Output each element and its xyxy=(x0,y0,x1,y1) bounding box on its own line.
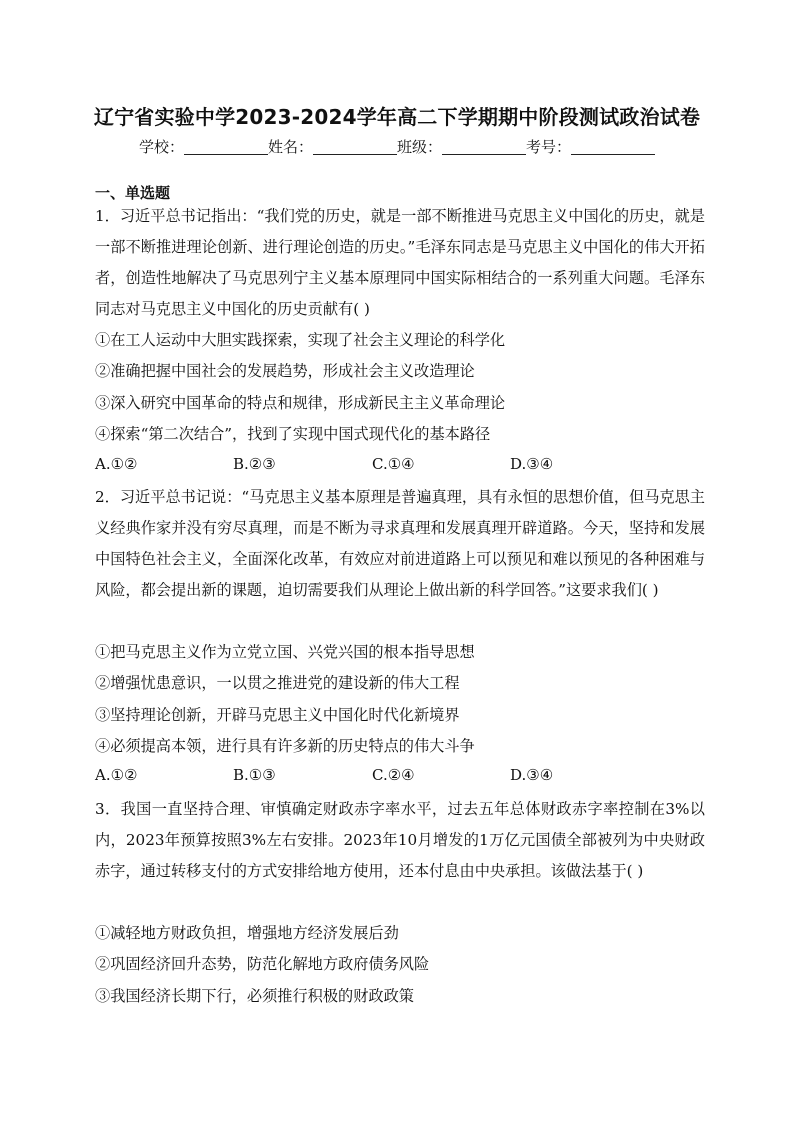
page-title: 辽宁省实验中学2023-2024学年高二下学期期中阶段测试政治试卷 xyxy=(93,105,701,129)
class-blank[interactable] xyxy=(442,140,526,155)
name-blank[interactable] xyxy=(313,140,397,155)
question-1 xyxy=(95,201,705,325)
name-label: 姓名： xyxy=(267,138,313,156)
question-2-choice-a[interactable]: A.①② xyxy=(95,766,138,784)
school-label: 学校： xyxy=(138,138,184,156)
question-2-option-2: ②增强忧患意识，一以贯之推进党的建设新的伟大工程 xyxy=(95,674,460,692)
question-3-stem: 3．我国一直坚持合理、审慎确定财政赤字率水平，过去五年总体财政赤字率控制在3%以内，2023年预算按照3%左右安排。2023年10月增发的1万亿元国债全部被列为中央财政赤字，通过转移支付的方式安排给地方使用，还本付息由中央承担。该做法基于( ) xyxy=(95,800,705,880)
number-label: 考号： xyxy=(526,138,572,156)
question-1-choice-b[interactable]: B.②③ xyxy=(233,455,276,473)
question-2 xyxy=(95,482,705,606)
question-1-option-4: ④探索“第二次结合”，找到了实现中国式现代化的基本路径 xyxy=(95,425,491,443)
student-info-line xyxy=(0,136,794,157)
school-blank[interactable] xyxy=(184,140,268,155)
question-2-choice-c[interactable]: C.②④ xyxy=(372,766,415,784)
class-label: 班级： xyxy=(397,138,443,156)
question-3-option-2: ②巩固经济回升态势，防范化解地方政府债务风险 xyxy=(95,955,430,973)
question-2-option-1: ①把马克思主义作为立党立国、兴党兴国的根本指导思想 xyxy=(95,643,475,661)
question-1-choice-d[interactable]: D.③④ xyxy=(510,455,554,473)
question-3 xyxy=(95,794,705,887)
question-1-choice-c[interactable]: C.①④ xyxy=(372,455,415,473)
number-blank[interactable] xyxy=(571,140,655,155)
question-1-option-2: ②准确把握中国社会的发展趋势，形成社会主义改造理论 xyxy=(95,362,475,380)
question-3-option-1: ①减轻地方财政负担，增强地方经济发展后劲 xyxy=(95,924,399,942)
question-1-option-3: ③深入研究中国革命的特点和规律，形成新民主主义革命理论 xyxy=(95,394,506,412)
question-2-choice-b[interactable]: B.①③ xyxy=(233,766,276,784)
section-heading: 一、单选题 xyxy=(95,184,171,202)
question-2-option-4: ④必须提高本领，进行具有许多新的历史特点的伟大斗争 xyxy=(95,737,475,755)
question-2-stem: 2．习近平总书记说：“马克思主义基本原理是普遍真理，具有永恒的思想价值，但马克思主义经典作家并没有穷尽真理，而是不断为寻求真理和发展真理开辟道路。今天，坚持和发展中国特色社会主义，全面深化改革，有效应对前进道路上可以预见和难以预见的各种困难与风险，都会提出新的课题，迫切需要我们从理论上做出新的科学回答。”这要求我们( ) xyxy=(95,488,705,599)
question-2-choice-d[interactable]: D.③④ xyxy=(510,766,554,784)
question-1-stem: 1．习近平总书记指出：“我们党的历史，就是一部不断推进马克思主义中国化的历史，就是一部不断推进理论创新、进行理论创造的历史。”毛泽东同志是马克思主义中国化的伟大开拓者，创造性地解决了马克思列宁主义基本原理同中国实际相结合的一系列重大问题。毛泽东同志对马克思主义中国化的历史贡献有( ) xyxy=(95,207,705,318)
question-2-option-3: ③坚持理论创新，开辟马克思主义中国化时代化新境界 xyxy=(95,706,460,724)
question-1-option-1: ①在工人运动中大胆实践探索，实现了社会主义理论的科学化 xyxy=(95,331,506,349)
question-1-choice-a[interactable]: A.①② xyxy=(95,455,138,473)
question-3-option-3: ③我国经济长期下行，必须推行积极的财政政策 xyxy=(95,987,414,1005)
